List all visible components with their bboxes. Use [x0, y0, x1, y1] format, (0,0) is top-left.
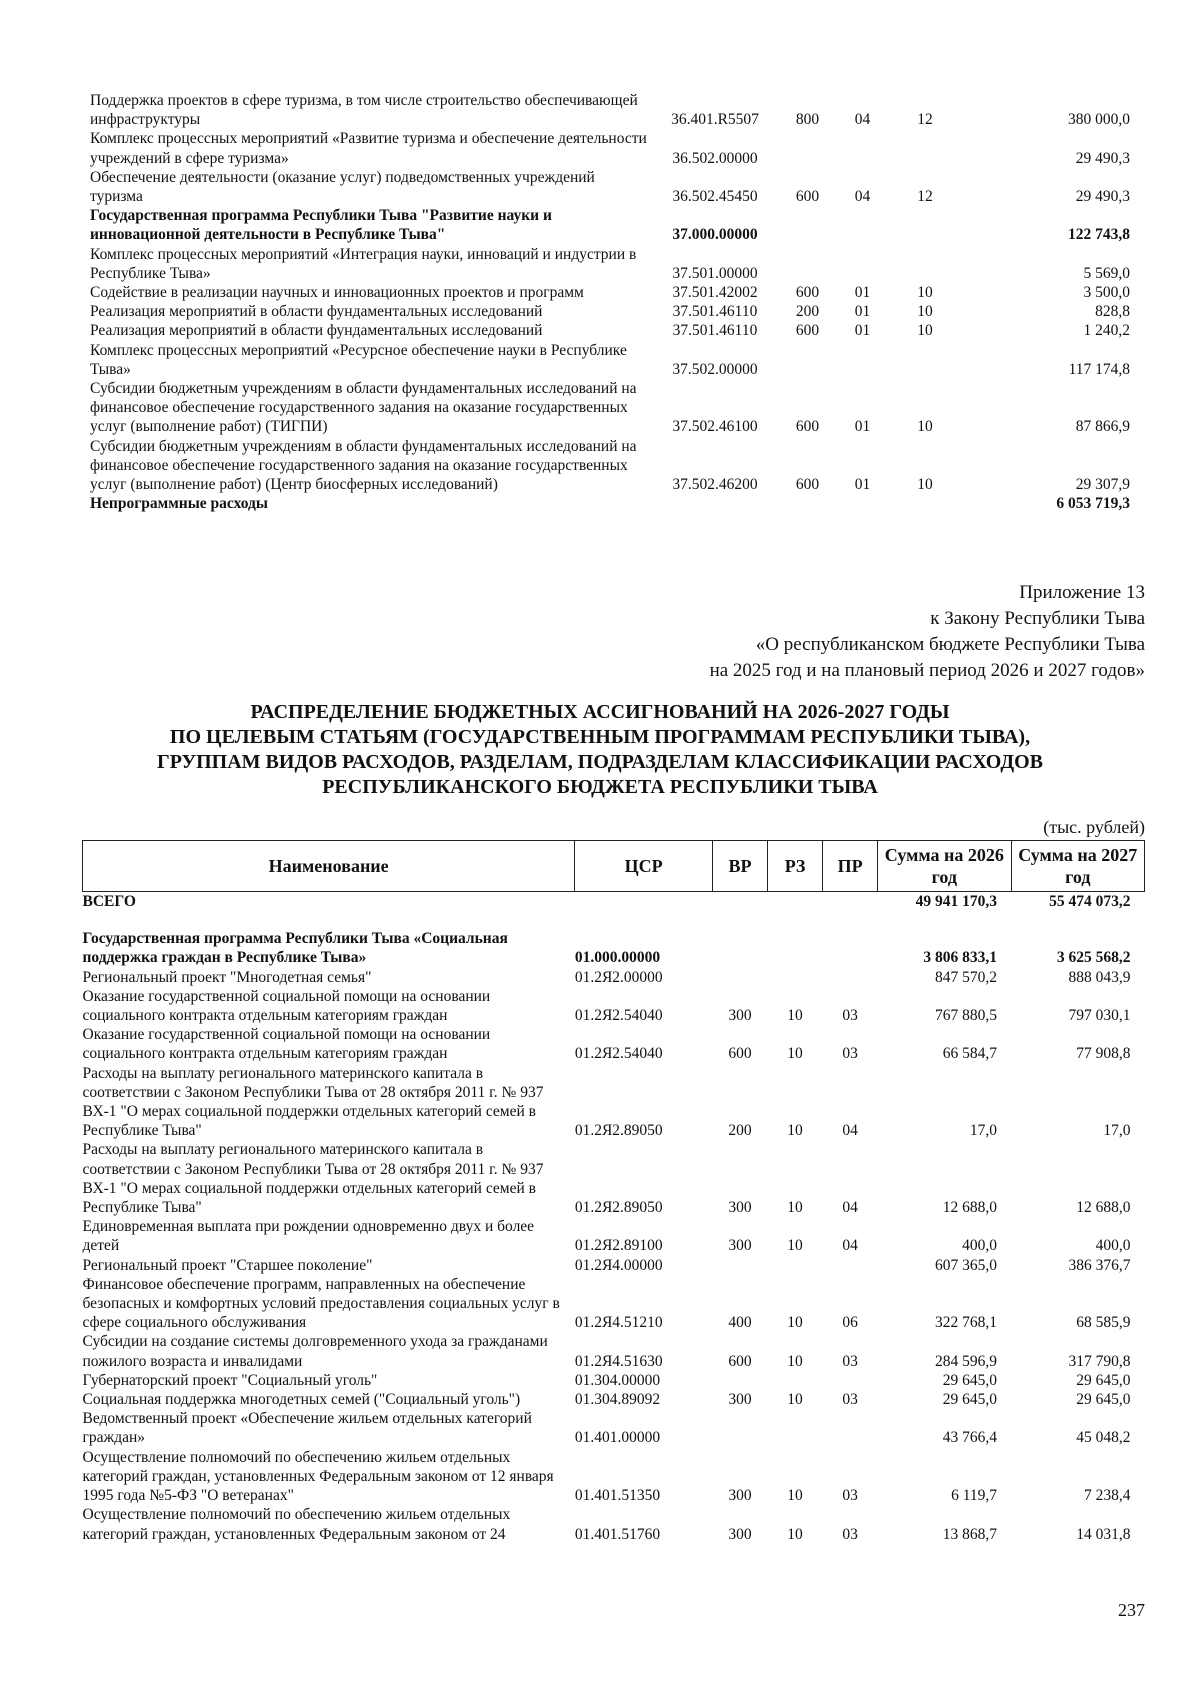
row-pr: 10: [917, 322, 933, 340]
row-name: Осуществление полномочий по обеспечению жильем отдельных категорий граждан, установленных Федеральным законом от 24: [82, 1506, 511, 1543]
row-pr: 03: [842, 1525, 858, 1543]
row-rz: [768, 929, 823, 967]
row-sum-2027: 77 908,8: [1076, 1045, 1131, 1063]
row-vr: [780, 245, 835, 283]
table-row: [90, 91, 1130, 129]
table-row: [90, 437, 1130, 495]
total-label: ВСЕГО: [82, 893, 136, 910]
row-name: Непрограммные расходы: [90, 495, 269, 513]
row-csr: 01.2Я4.00000: [574, 1256, 663, 1274]
row-rz: [835, 341, 890, 379]
row-name: Обеспечение деятельности (оказание услуг) подведомственных учреждений туризма: [90, 168, 595, 206]
row-name: Субсидии бюджетным учреждениям в области фундаментальных исследований на финансовое обеспечение государственного задания на оказание государственных услуг (выполнение работ) (ТИГПИ): [90, 380, 637, 436]
row-vr: [780, 494, 835, 513]
row-sum-2026: 29 645,0: [942, 1371, 998, 1389]
row-sum: 5 569,0: [1083, 264, 1130, 282]
column-header-vr: ВР: [712, 841, 767, 892]
table-row: [90, 379, 1130, 437]
row-sum-2027: 888 043,9: [1068, 968, 1131, 986]
row-csr: 01.2Я2.54040: [574, 1007, 663, 1025]
appendix-line: на 2025 год и на плановый период 2026 и 2027 годов»: [709, 660, 1145, 681]
row-vr: 300: [728, 1007, 752, 1025]
column-header-csr: ЦСР: [575, 841, 713, 892]
table-row: [90, 206, 1130, 244]
row-csr: 37.501.46110: [672, 303, 758, 321]
table-row: [83, 1217, 1145, 1255]
table-row: [90, 245, 1130, 283]
total-row: [83, 892, 1145, 912]
row-sum: 828,8: [1095, 303, 1130, 321]
row-pr: 10: [917, 284, 933, 302]
row-csr: 01.2Я2.00000: [574, 968, 663, 986]
row-name: Комплекс процессных мероприятий «Ресурсное обеспечение науки в Республике Тыва»: [90, 341, 627, 378]
row-sum: 117 174,8: [1068, 360, 1130, 378]
row-pr: 03: [842, 1352, 858, 1370]
row-pr: [823, 1371, 878, 1390]
row-pr: [890, 129, 960, 167]
row-rz: [768, 968, 823, 987]
row-vr: 300: [728, 1525, 752, 1543]
row-pr: [823, 968, 878, 987]
table-row: [90, 168, 1130, 206]
row-rz: 10: [787, 1237, 803, 1255]
row-vr: [712, 929, 767, 967]
row-sum: 29 307,9: [1075, 476, 1130, 494]
appendix-line: «О республиканском бюджете Республики Тыва: [755, 634, 1145, 655]
row-name: Поддержка проектов в сфере туризма, в том числе строительство обеспечивающей инфраструктуры: [90, 92, 638, 129]
row-name: Региональный проект "Многодетная семья": [82, 968, 372, 986]
table-row: [83, 968, 1145, 987]
row-vr: [712, 1409, 767, 1447]
row-pr: 06: [842, 1314, 858, 1332]
row-csr: 01.304.00000: [574, 1371, 661, 1389]
row-name: Губернаторский проект "Социальный уголь": [82, 1371, 378, 1389]
row-sum: 29 490,3: [1075, 188, 1130, 206]
row-rz: 10: [787, 1199, 803, 1217]
column-header-rz: РЗ: [768, 841, 823, 892]
row-name: Осуществление полномочий по обеспечению жильем отдельных категорий граждан, установленных Федеральным законом от 12 января 1995 года №5-ФЗ "О ветеранах": [82, 1448, 554, 1505]
row-pr: 03: [842, 1045, 858, 1063]
allocation-table-body: [83, 892, 1145, 1544]
row-sum-2027: 3 625 568,2: [1056, 949, 1131, 967]
row-vr: 600: [728, 1352, 752, 1370]
row-name: Расходы на выплату регионального материнского капитала в соответствии с Законом Республики Тыва от 28 октября 2011 г. № 937 ВХ-1 "О мерах социальной поддержки отдельных категорий семей в Республике Тыва": [82, 1064, 544, 1140]
row-rz: [835, 206, 890, 244]
row-sum: 380 000,0: [1068, 111, 1130, 129]
row-name: Государственная программа Республики Тыва «Социальная поддержка граждан в Республике Тыва»: [82, 930, 508, 967]
row-pr: [890, 245, 960, 283]
row-vr: 600: [728, 1045, 752, 1063]
row-sum: 87 866,9: [1075, 418, 1130, 436]
row-name: Социальная поддержка многодетных семей ("Социальный уголь"): [82, 1391, 521, 1409]
row-name: Субсидии бюджетным учреждениям в области фундаментальных исследований на финансовое обеспечение государственного задания на оказание государственных услуг (выполнение работ) (Центр биосферных исследований): [90, 437, 637, 494]
title-line: РАСПРЕДЕЛЕНИЕ БЮДЖЕТНЫХ АССИГНОВАНИЙ НА 2026-2027 ГОДЫ: [250, 701, 950, 723]
row-csr: 37.501.46110: [672, 322, 758, 340]
row-sum-2026: 17,0: [969, 1122, 998, 1140]
row-sum-2027: 12 688,0: [1076, 1199, 1131, 1217]
row-csr: 01.2Я4.51630: [574, 1352, 663, 1370]
total-sum-2027: 55 474 073,2: [1049, 893, 1131, 910]
row-name: Государственная программа Республики Тыва "Развитие науки и инновационной деятельности в Республике Тыва": [90, 207, 552, 244]
row-sum-2026: 29 645,0: [942, 1391, 998, 1409]
table-row: [90, 494, 1130, 513]
row-rz: [835, 129, 890, 167]
row-rz: 01: [854, 284, 871, 302]
row-csr: 01.401.00000: [574, 1429, 661, 1447]
row-pr: [823, 929, 878, 967]
row-sum-2026: 43 766,4: [942, 1429, 998, 1447]
row-pr: 10: [917, 303, 933, 321]
row-vr: [712, 968, 767, 987]
appendix-line: к Закону Республики Тыва: [930, 608, 1145, 629]
row-pr: 04: [842, 1122, 858, 1140]
row-rz: 01: [854, 418, 871, 436]
row-vr: 400: [728, 1314, 752, 1332]
row-sum-2027: 29 645,0: [1076, 1391, 1131, 1409]
row-pr: [890, 206, 960, 244]
row-vr: 300: [728, 1237, 752, 1255]
table-row: [83, 1256, 1145, 1275]
row-sum-2027: 797 030,1: [1068, 1007, 1131, 1025]
row-rz: 10: [787, 1045, 803, 1063]
table-row: [90, 283, 1130, 302]
row-rz: 10: [787, 1525, 803, 1543]
row-pr: 03: [842, 1391, 858, 1409]
units-label: (тыс. рублей): [1043, 817, 1145, 837]
row-sum-2027: 14 031,8: [1076, 1525, 1131, 1543]
row-csr: 01.401.51760: [574, 1525, 661, 1543]
table-row: [83, 1409, 1145, 1447]
row-sum-2026: 847 570,2: [935, 968, 998, 986]
title-line: РЕСПУБЛИКАНСКОГО БЮДЖЕТА РЕСПУБЛИКИ ТЫВА: [322, 776, 878, 798]
row-rz: 04: [854, 188, 871, 206]
column-header-sum-2026: Сумма на 2026 год: [878, 841, 1011, 892]
appendix-heading: [710, 580, 1145, 684]
row-vr: 300: [728, 1391, 752, 1409]
row-vr: 600: [795, 284, 820, 302]
row-sum-2026: 66 584,7: [942, 1045, 998, 1063]
row-csr: 01.2Я2.54040: [574, 1045, 663, 1063]
row-vr: 600: [795, 418, 820, 436]
row-name: Реализация мероприятий в области фундаментальных исследований: [90, 303, 543, 321]
row-csr: 37.502.00000: [672, 360, 758, 378]
row-vr: 800: [795, 111, 820, 129]
row-sum-2027: 45 048,2: [1076, 1429, 1131, 1447]
column-header-name: Наименование: [83, 841, 575, 892]
row-pr: 10: [917, 476, 933, 494]
row-sum-2026: 12 688,0: [942, 1199, 998, 1217]
row-rz: 10: [787, 1007, 803, 1025]
row-rz: [768, 1256, 823, 1275]
row-name: Финансовое обеспечение программ, направленных на обеспечение безопасных и комфортных условий предоставления социальных услуг в сфере социального обслуживания: [82, 1275, 560, 1332]
row-rz: [835, 494, 890, 513]
row-sum-2026: 607 365,0: [935, 1256, 998, 1274]
row-rz: [835, 245, 890, 283]
row-name: Комплекс процессных мероприятий «Интеграция науки, инноваций и индустрии в Республике Тыва»: [90, 245, 637, 282]
row-pr: 12: [917, 111, 933, 129]
table-row: [83, 1140, 1145, 1217]
continuation-table: [90, 91, 1130, 513]
document-title: [0, 700, 1200, 800]
row-csr: 37.502.46100: [672, 418, 758, 436]
row-rz: 04: [854, 111, 871, 129]
appendix-line: Приложение 13: [1019, 582, 1145, 603]
continuation-table-body: [90, 91, 1130, 513]
row-rz: 01: [854, 476, 871, 494]
row-sum-2027: 17,0: [1103, 1122, 1131, 1140]
table-row: [83, 987, 1145, 1025]
table-row: [83, 1371, 1145, 1390]
row-csr: 36.502.45450: [672, 188, 758, 206]
table-row: [90, 341, 1130, 379]
row-name: Реализация мероприятий в области фундаментальных исследований: [90, 322, 543, 340]
row-csr: 36.502.00000: [672, 149, 758, 167]
total-sum-2026: 49 941 170,3: [915, 893, 998, 910]
row-rz: 10: [787, 1487, 803, 1505]
row-csr: 37.000.00000: [672, 226, 758, 244]
row-pr: [890, 494, 960, 513]
table-row: [83, 1025, 1145, 1063]
row-csr: 37.501.42002: [672, 284, 758, 302]
row-sum-2027: 400,0: [1095, 1237, 1131, 1255]
row-csr: 01.304.89092: [574, 1391, 661, 1409]
row-sum-2027: 317 790,8: [1068, 1352, 1131, 1370]
row-name: Региональный проект "Старшее поколение": [82, 1256, 373, 1274]
row-vr: 300: [728, 1199, 752, 1217]
row-sum: 3 500,0: [1083, 284, 1130, 302]
row-pr: [890, 341, 960, 379]
row-vr: 600: [795, 476, 820, 494]
row-csr: 01.2Я4.51210: [574, 1314, 663, 1332]
row-pr: 04: [842, 1199, 858, 1217]
row-pr: 03: [842, 1007, 858, 1025]
row-csr: 01.401.51350: [574, 1487, 661, 1505]
row-name: Оказание государственной социальной помощи на основании социального контракта отдельным категориям граждан: [82, 1026, 491, 1063]
row-vr: [780, 341, 835, 379]
row-rz: 10: [787, 1122, 803, 1140]
row-rz: [768, 1409, 823, 1447]
row-sum: 122 743,8: [1068, 226, 1130, 244]
row-vr: [712, 1371, 767, 1390]
row-vr: [712, 1256, 767, 1275]
table-row: [83, 1390, 1145, 1409]
row-vr: [780, 206, 835, 244]
row-name: Комплекс процессных мероприятий «Развитие туризма и обеспечение деятельности учреждений в сфере туризма»: [90, 130, 647, 167]
row-csr: 01.2Я2.89050: [574, 1122, 663, 1140]
row-name: Субсидии на создание системы долговременного ухода за гражданами пожилого возраста и инвалидами: [82, 1333, 548, 1370]
row-vr: 200: [728, 1122, 752, 1140]
row-sum-2026: 400,0: [962, 1237, 998, 1255]
row-rz: 01: [854, 322, 871, 340]
table-row: [83, 1505, 1145, 1543]
row-rz: 10: [787, 1314, 803, 1332]
row-pr: 12: [917, 188, 933, 206]
title-line: ГРУППАМ ВИДОВ РАСХОДОВ, РАЗДЕЛАМ, ПОДРАЗДЕЛАМ КЛАССИФИКАЦИИ РАСХОДОВ: [157, 751, 1043, 773]
row-csr: 36.401.R5507: [671, 111, 759, 129]
row-sum-2026: 284 596,9: [935, 1352, 998, 1370]
row-sum-2026: 13 868,7: [942, 1525, 998, 1543]
row-csr: [650, 494, 780, 513]
row-sum: 29 490,3: [1075, 149, 1130, 167]
row-sum-2027: 68 585,9: [1076, 1314, 1131, 1332]
allocation-table-header: [83, 841, 1145, 892]
row-vr: 200: [795, 303, 820, 321]
table-row: [83, 1064, 1145, 1141]
row-csr: 01.2Я2.89100: [574, 1237, 663, 1255]
row-rz: [768, 1371, 823, 1390]
row-csr: 01.000.00000: [574, 949, 661, 967]
row-pr: 03: [842, 1487, 858, 1505]
page-number: 237: [1118, 1600, 1145, 1620]
row-sum: 1 240,2: [1083, 322, 1130, 340]
column-header-pr: ПР: [823, 841, 878, 892]
row-vr: 300: [728, 1487, 752, 1505]
row-rz: 10: [787, 1352, 803, 1370]
row-csr: 37.502.46200: [672, 476, 758, 494]
row-name: Оказание государственной социальной помощи на основании социального контракта отдельным категориям граждан: [82, 987, 491, 1025]
table-row: [83, 1448, 1145, 1506]
row-rz: 10: [787, 1391, 803, 1409]
row-sum-2026: 3 806 833,1: [923, 949, 998, 967]
table-row: [83, 929, 1145, 967]
allocation-table: [82, 840, 1145, 1544]
row-sum-2026: 322 768,1: [935, 1314, 998, 1332]
table-row: [90, 129, 1130, 167]
row-vr: 600: [795, 188, 820, 206]
table-row: [83, 1275, 1145, 1333]
row-csr: 37.501.00000: [672, 264, 758, 282]
row-rz: 01: [854, 303, 871, 321]
row-sum-2027: 7 238,4: [1084, 1487, 1131, 1505]
row-sum-2026: 6 119,7: [951, 1487, 998, 1505]
table-row: [90, 321, 1130, 340]
table-row: [83, 1332, 1145, 1370]
row-name: Ведомственный проект «Обеспечение жильем отдельных категорий граждан»: [82, 1410, 532, 1447]
row-csr: 01.2Я2.89050: [574, 1199, 663, 1217]
row-vr: [780, 129, 835, 167]
row-name: Содействие в реализации научных и инновационных проектов и программ: [90, 284, 584, 302]
title-line: ПО ЦЕЛЕВЫМ СТАТЬЯМ (ГОСУДАРСТВЕННЫМ ПРОГРАММАМ РЕСПУБЛИКИ ТЫВА),: [169, 726, 1031, 748]
table-row: [90, 302, 1130, 321]
column-header-sum-2027: Сумма на 2027 год: [1011, 841, 1144, 892]
row-sum-2027: 29 645,0: [1076, 1371, 1131, 1389]
row-sum-2027: 386 376,7: [1068, 1256, 1131, 1274]
row-pr: 10: [917, 418, 933, 436]
row-name: Единовременная выплата при рождении одновременно двух и более детей: [82, 1218, 535, 1255]
row-vr: 600: [795, 322, 820, 340]
row-pr: [823, 1409, 878, 1447]
row-sum: 6 053 719,3: [1056, 495, 1130, 513]
row-pr: [823, 1256, 878, 1275]
row-name: Расходы на выплату регионального материнского капитала в соответствии с Законом Республики Тыва от 28 октября 2011 г. № 937 ВХ-1 "О мерах социальной поддержки отдельных категорий семей в Республике Тыва": [82, 1141, 544, 1217]
row-sum-2026: 767 880,5: [935, 1007, 998, 1025]
row-pr: 04: [842, 1237, 858, 1255]
